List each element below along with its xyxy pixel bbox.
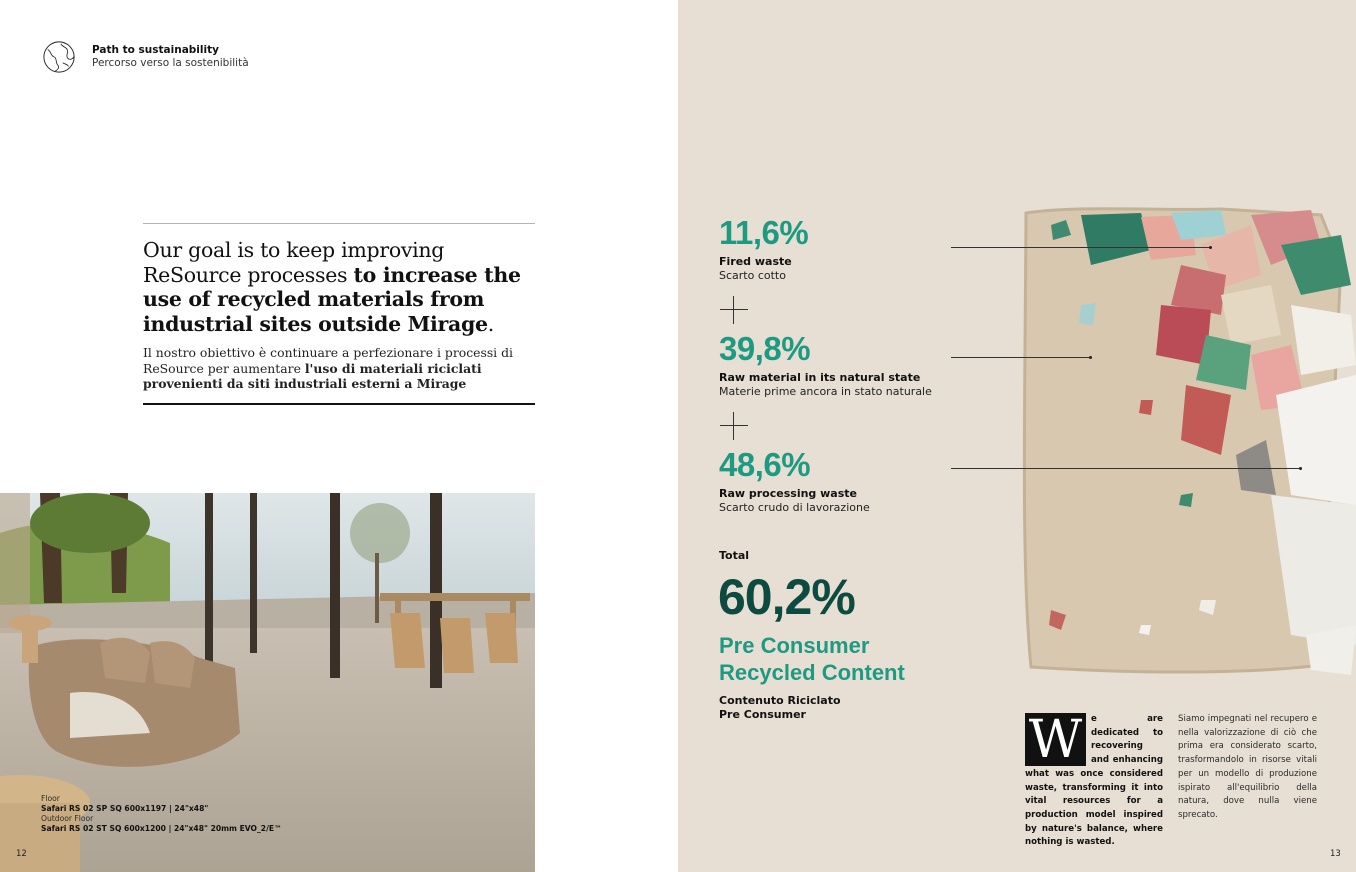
goal-en-bold: to increase the use of recycled materials from industrial sites outside Mirage bbox=[143, 262, 521, 336]
goal-statement bbox=[143, 223, 535, 405]
goal-en-lead: Our goal is to keep improving ReSource processes bbox=[143, 238, 445, 287]
plus-icon bbox=[720, 296, 748, 324]
recycled-content-subtitle bbox=[719, 694, 879, 722]
header-text bbox=[92, 44, 249, 70]
page-number-left: 12 bbox=[16, 849, 27, 859]
goal-it-lead: Il nostro obiettivo è continuare a perfezionare i processi di ReSource per aumentare bbox=[143, 345, 513, 376]
total-percent: 60,2% bbox=[718, 569, 855, 625]
leader-line-1 bbox=[951, 247, 1211, 248]
goal-it-bold: l'uso di materiali riciclati provenienti da siti industriali esterni a Mirage bbox=[143, 360, 482, 391]
goal-en-end: . bbox=[487, 311, 495, 336]
subtitle-line-2: Pre Consumer bbox=[719, 708, 806, 721]
leader-line-3 bbox=[951, 468, 1301, 469]
recycled-content-headline bbox=[719, 632, 905, 686]
headline-line-2: Recycled Content bbox=[719, 660, 905, 685]
stat-label-it: Materie prime ancora in stato naturale bbox=[719, 385, 932, 398]
page-number-right: 13 bbox=[1330, 849, 1341, 859]
leader-dot-2 bbox=[1089, 356, 1092, 359]
total-label: Total bbox=[719, 549, 750, 562]
caption-outdoor-label: Outdoor Floor bbox=[41, 814, 94, 823]
body-text-it: Siamo impegnati nel recupero e nella valorizzazione di ciò che prima era considerato scarto, trasformandolo in risorse vitali per un modello di produzione ispirato all'equilibrio della natura, dove nulla viene sprecato. bbox=[1178, 714, 1317, 820]
caption-floor-value: Safari RS 02 SP SQ 600x1197 | 24"x48" bbox=[41, 804, 209, 813]
stat-raw-processing-waste bbox=[719, 447, 870, 515]
stat-label-en: Raw material in its natural state bbox=[719, 371, 921, 384]
headline-line-1: Pre Consumer bbox=[719, 633, 870, 658]
stat-percent: 48,6% bbox=[719, 446, 811, 483]
stat-label-it: Scarto cotto bbox=[719, 269, 786, 282]
right-page bbox=[678, 0, 1356, 872]
leader-dot-3 bbox=[1299, 467, 1302, 470]
drop-cap: W bbox=[1025, 713, 1086, 766]
caption-floor-label: Floor bbox=[41, 794, 60, 803]
subtitle-line-1: Contenuto Riciclato bbox=[719, 694, 841, 707]
header-title-en: Path to sustainability bbox=[92, 44, 219, 56]
globe-icon bbox=[40, 40, 78, 74]
divider-top bbox=[143, 223, 535, 224]
body-en-text: e are dedicated to recovering and enhancing what was once considered waste, transforming it into vital resources for a production model inspired by nature's balance, where nothing is wasted. bbox=[1025, 714, 1163, 848]
leader-line-2 bbox=[951, 357, 1091, 358]
section-header bbox=[40, 40, 249, 74]
stat-label-en: Fired waste bbox=[719, 255, 792, 268]
stat-percent: 39,8% bbox=[719, 330, 811, 367]
stat-label-en: Raw processing waste bbox=[719, 487, 857, 500]
divider-bottom bbox=[143, 403, 535, 406]
header-title-it: Percorso verso la sostenibilità bbox=[92, 57, 249, 69]
goal-text-en bbox=[143, 238, 535, 336]
caption-outdoor-value: Safari RS 02 ST SQ 600x1200 | 24"x48" 20mm EVO_2/E™ bbox=[41, 824, 282, 833]
stat-raw-material bbox=[719, 331, 932, 399]
stat-percent: 11,6% bbox=[719, 214, 809, 251]
leader-dot-1 bbox=[1209, 246, 1212, 249]
stat-fired-waste bbox=[719, 215, 808, 283]
recycled-material-illustration bbox=[1021, 205, 1356, 675]
plus-icon bbox=[720, 412, 748, 440]
stat-label-it: Scarto crudo di lavorazione bbox=[719, 501, 870, 514]
photo-caption bbox=[41, 794, 282, 834]
goal-text-it bbox=[143, 345, 535, 392]
body-text-en bbox=[1025, 710, 1163, 850]
